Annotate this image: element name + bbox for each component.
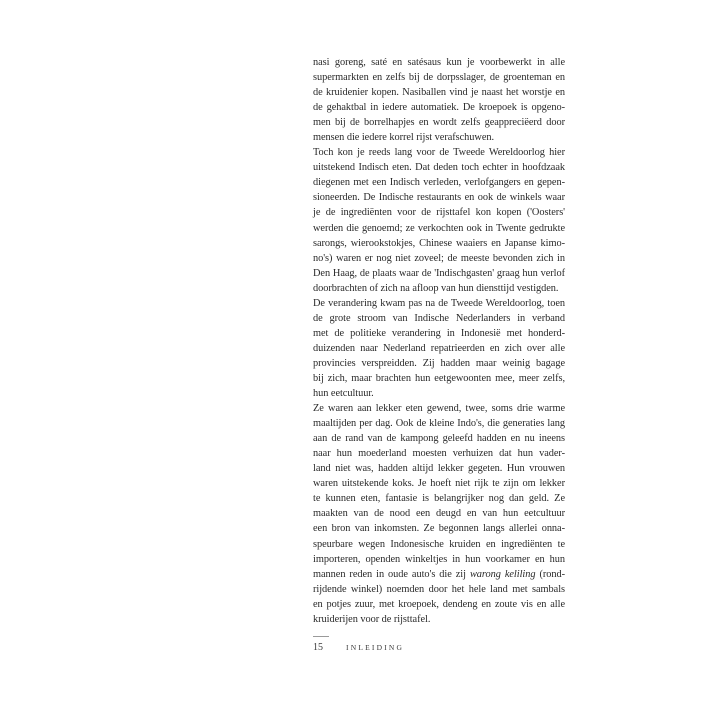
text-line: supermarkten en zelfs bij de dorpsslager, de groenteman en <box>313 72 565 84</box>
text-line: doorbrachten of zich na afloop van hun diensttijd vestigden. <box>313 282 559 294</box>
text-line: je de ingrediënten voor de rijsttafel kon kopen ('Oosters' <box>313 207 565 219</box>
text-line: naar hun moederland moesten verhuizen dat hun vader- <box>313 448 565 460</box>
text-line: speurbare wegen Indonesische kruiden en ingrediënten te <box>313 538 565 550</box>
text-line: de gehaktbal in iedere automatiek. De kroepoek is opgeno- <box>313 102 565 114</box>
running-footer-section: INLEIDING <box>346 643 405 652</box>
text-line: importeren, openden winkeltjes in hun voorkamer en hun <box>313 553 565 565</box>
text-line: De verandering kwam pas na de Tweede Wereldoorlog, toen <box>313 297 565 309</box>
text-line: Toch kon je reeds lang voor de Tweede Wereldoorlog hier <box>313 147 565 159</box>
text-line: waren uitstekende koks. Je hoeft niet rijk te zijn om lekker <box>313 478 565 490</box>
text-line: sarongs, wierookstokjes, Chinese waaiers en Japanse kimo- <box>313 237 565 249</box>
footer-rule <box>313 636 329 637</box>
text-line: maakten van de nood een deugd en van hun eetcultuur <box>313 508 565 520</box>
text-line: uitstekend Indisch eten. Dat deden toch echter in hoofdzaak <box>313 162 565 174</box>
text-line: no's) waren er nog niet zoveel; de meeste bevonden zich in <box>313 252 565 264</box>
text-line: de grote stroom van Indische Nederlanders in verband <box>313 312 565 324</box>
text-line: hun eetcultuur. <box>313 388 374 400</box>
text-line: Den Haag, de plaats waar de 'Indischgasten' graag hun verlof <box>313 267 565 279</box>
text-line: en potjes zuur, met kroepoek, dendeng en zoute vis en alle <box>313 598 565 610</box>
text-line: Ze waren aan lekker eten gewend, twee, soms drie warme <box>313 403 565 415</box>
text-line: werden die genoemd; ze verkochten ook in Twente gedrukte <box>313 222 565 234</box>
text-line: rijdende winkel) noemden door het hele land met sambals <box>313 583 565 595</box>
text-line: diegenen met een Indisch verleden, verlofgangers en gepen- <box>313 177 565 189</box>
text-line: duizenden naar Nederland repatrieerden en zich over alle <box>313 342 565 354</box>
page-number: 15 <box>313 642 323 653</box>
text-line: mensen die iedere korrel rijst verafschuwen. <box>313 132 495 144</box>
text-line: kruiderijen voor de rijsttafel. <box>313 613 431 625</box>
text-line: met de politieke verandering in Indonesië met honderd- <box>313 327 565 339</box>
text-line: te kunnen eten, fantasie is belangrijker nog dan geld. Ze <box>313 493 565 505</box>
text-line: provincies verspreidden. Zij hadden maar weinig bagage <box>313 357 565 369</box>
text-line: aan de rand van de kampong geleefd hadden en nu ineens <box>313 433 565 445</box>
text-line: mannen reden in oude auto's die zij warong keliling (rond- <box>313 568 565 580</box>
text-line: sioneerden. De Indische restaurants en ook de winkels waar <box>313 192 565 204</box>
text-line: nasi goreng, saté en satésaus kun je voorbewerkt in alle <box>313 57 565 68</box>
text-line: de kruidenier kopen. Nasiballen vind je naast het worstje en <box>313 87 565 99</box>
italic-term: warong keliling <box>469 568 536 580</box>
text-line: bij zich, maar brachten hun eetgewoonten mee, meer zelfs, <box>313 372 565 384</box>
text-line: maaltijden per dag. Ook de kleine Indo's, die generaties lang <box>313 418 565 430</box>
body-text <box>313 55 565 627</box>
text-line: een bron van inkomsten. Ze begonnen langs allerlei onna- <box>313 523 565 535</box>
text-line: land niet was, hadden altijd lekker gegeten. Hun vrouwen <box>313 463 565 475</box>
text-line: men bij de borrelhapjes en wordt zelfs geappreciëerd door <box>313 117 565 129</box>
